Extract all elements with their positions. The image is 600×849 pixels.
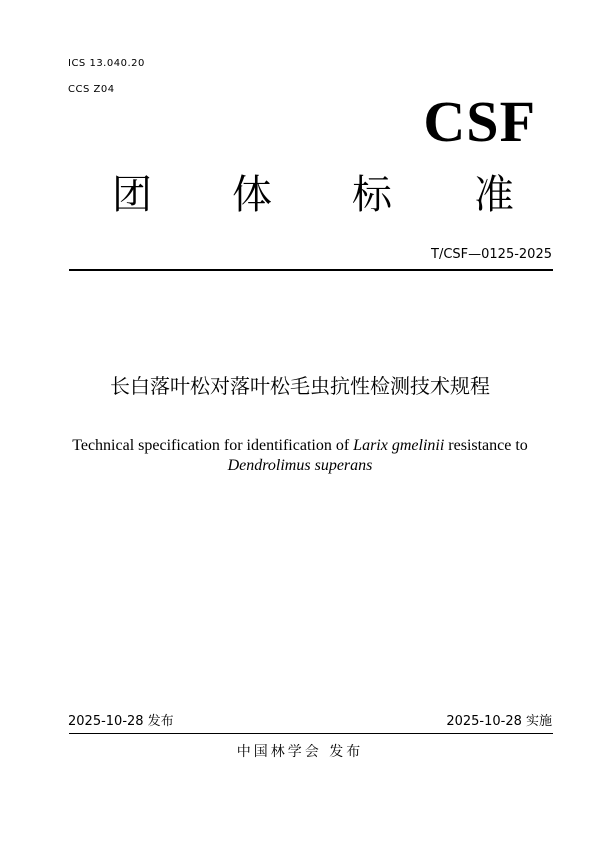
header-divider	[69, 269, 553, 271]
ics-code: ICS 13.040.20	[68, 58, 145, 69]
title-english-species1: Larix gmelinii	[353, 437, 445, 454]
footer-divider	[69, 733, 553, 734]
doc-type-char: 标	[352, 172, 392, 218]
title-chinese: 长白落叶松对落叶松毛虫抗性检测技术规程	[110, 374, 490, 398]
title-english-species2: Dendrolimus superans	[227, 457, 373, 474]
title-english-part1: Technical specification for identification of	[72, 437, 354, 454]
issuer: 中国林学会 发布	[236, 744, 364, 760]
implement-date: 2025-10-28 实施	[446, 714, 552, 729]
doc-type-char: 体	[232, 172, 272, 218]
publish-date: 2025-10-28 发布	[68, 714, 174, 729]
doc-type-char: 准	[474, 172, 514, 218]
doc-type-char: 团	[112, 172, 152, 218]
standard-number: T/CSF—0125-2025	[431, 247, 552, 262]
document-type-heading	[112, 170, 514, 220]
ccs-code: CCS Z04	[68, 84, 115, 95]
csf-logo: CSF	[423, 89, 536, 154]
title-english	[40, 436, 560, 476]
title-english-part2: resistance to	[444, 437, 528, 454]
